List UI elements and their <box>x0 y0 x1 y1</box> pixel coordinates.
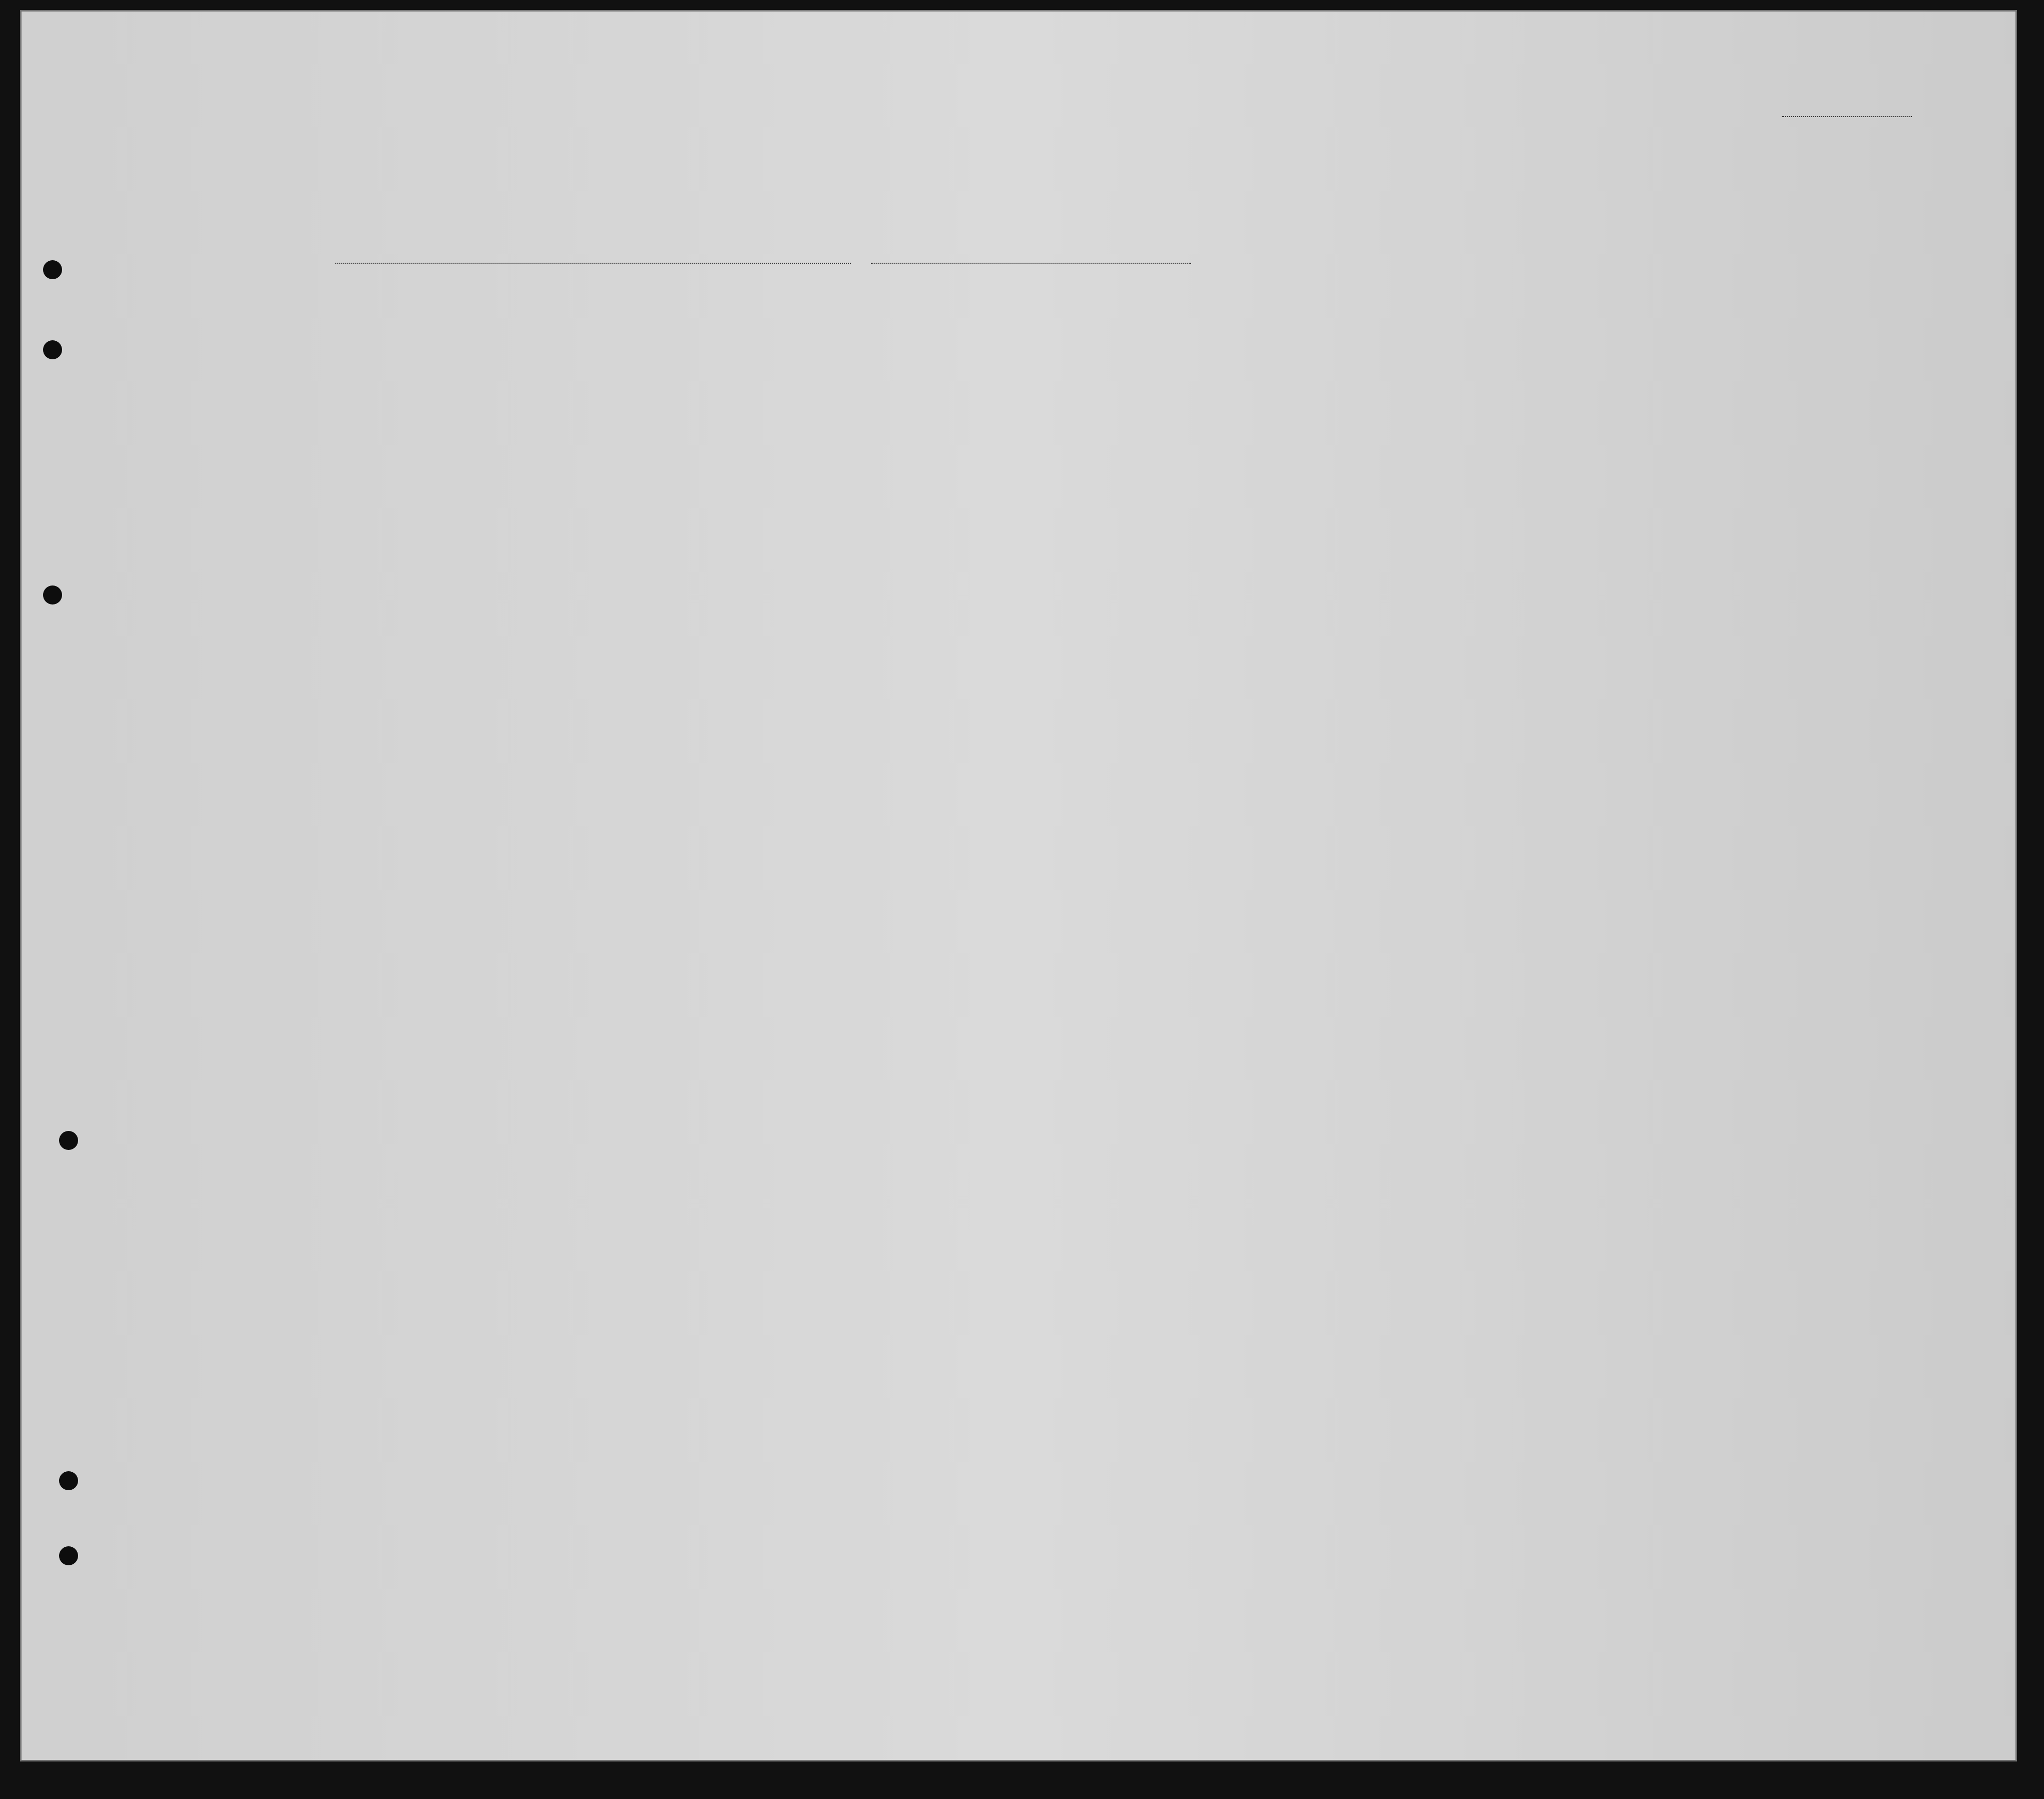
binder-hole <box>43 340 62 359</box>
manifest-sheet <box>20 10 2017 1761</box>
ledger-grid <box>20 10 2017 1761</box>
binder-hole <box>43 585 62 605</box>
binder-hole <box>59 1471 78 1490</box>
binder-hole <box>59 1546 78 1565</box>
binder-hole <box>43 260 62 279</box>
binder-hole <box>59 1131 78 1150</box>
